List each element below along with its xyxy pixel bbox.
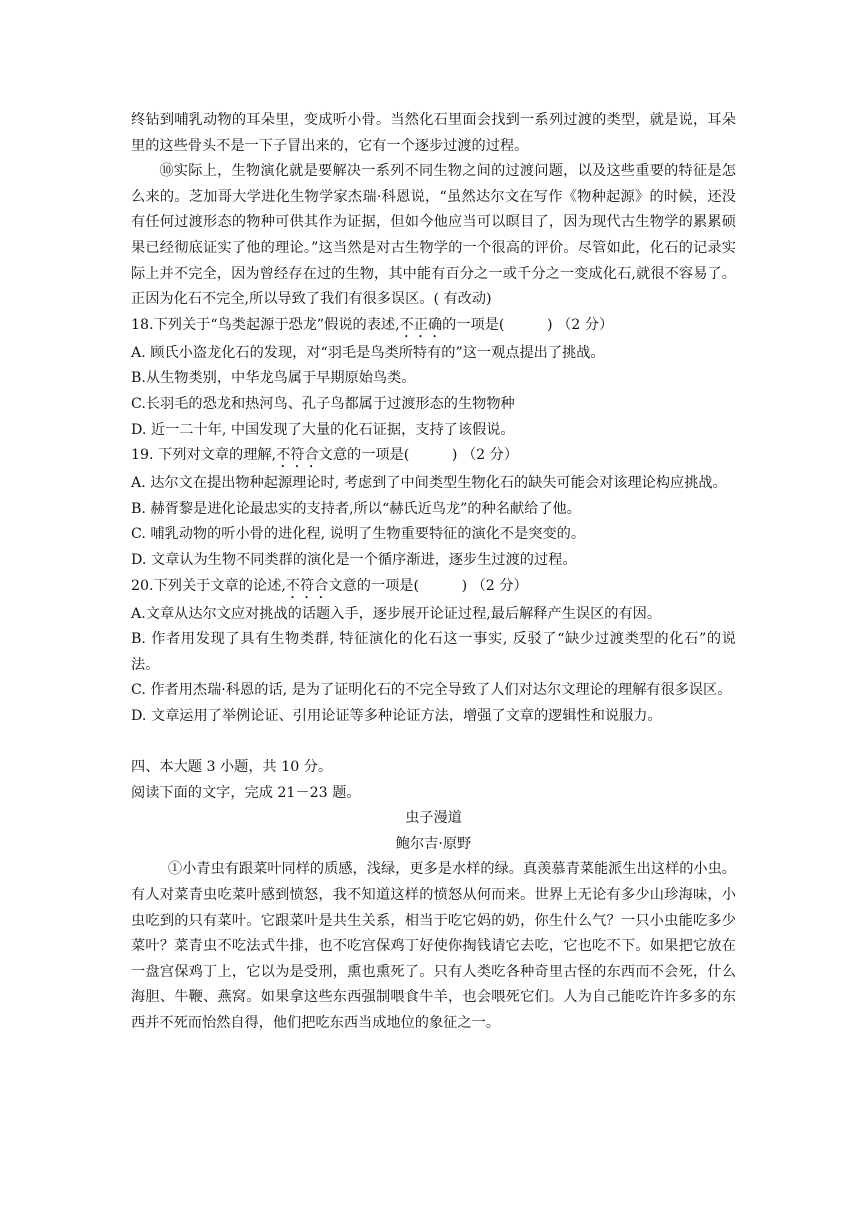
option-c: C. 哺乳动物的听小骨的进化程, 说明了生物重要特征的演化不是突变的。 xyxy=(131,526,586,543)
option-d: D. 文章认为生物不同类群的演化是一个循序渐进，逐步生过渡的过程。 xyxy=(131,551,577,568)
stem-text: 文意的一项是( ) （2 分） xyxy=(328,577,528,594)
option-a: A. 顾氏小盗龙化石的发现，对“羽毛是鸟类所特有的”这一观点提出了挑战。 xyxy=(131,344,605,361)
emphasis-text: 不符合 xyxy=(276,447,319,464)
document-page xyxy=(131,108,736,1037)
section-instruction: 阅读下面的文字，完成 21－23 题。 xyxy=(131,784,361,801)
option-b: B. 作者用发现了具有生物类群, 特征演化的化石这一事实, 反驳了“缺少过渡类型的化石”的说法。 xyxy=(131,631,736,673)
question-20-stem xyxy=(131,574,736,602)
question-18-stem xyxy=(131,313,736,341)
article-author: 鲍尔吉·原野 xyxy=(395,835,472,852)
question-20 xyxy=(131,574,736,730)
section-4 xyxy=(131,755,736,1037)
spacer xyxy=(131,729,736,755)
stem-text: 20.下列关于文章的论述, xyxy=(131,577,286,594)
option-c: C.长羽毛的恐龙和热河鸟、孔子鸟都属于过渡形态的生物物种 xyxy=(131,395,515,412)
passage-paragraph-10: ⑩实际上，生物演化就是要解决一系列不同生物之间的过渡问题，以及这些重要的特征是怎么来的。芝加哥大学进化生物学家杰瑞·科恩说，“虽然达尔文在写作《物种起源》的时候，还没有任何过渡形态的物种可供其作为证据，但如今他应当可以瞑目了，因为现代古生物学的累累硕果已经彻底证实了他的理论。”这当然是对古生物学的一个很高的评价。尽管如此，化石的记录实际上并不完全，因为曾经存在过的生物，其中能有百分之一或千分之一变成化石,就很不容易了。正因为化石不完全,所以导致了我们有很多误区。( 有改动) xyxy=(131,163,737,308)
option-b: B.从生物类别，中华龙鸟属于早期原始鸟类。 xyxy=(131,370,416,387)
emphasis-text: 不符合 xyxy=(285,577,329,594)
stem-text: 的一项是( ) （2 分） xyxy=(442,316,614,333)
section-heading: 四、本大题 3 小题，共 10 分。 xyxy=(131,759,333,776)
article-title: 虫子漫道 xyxy=(405,810,462,827)
option-b: B. 赫胥黎是进化论最忠实的支持者,所以“赫氏近鸟龙”的种名献给了他。 xyxy=(131,500,581,517)
option-d: D. 近一二十年, 中国发现了大量的化石证据，支持了该假说。 xyxy=(131,421,515,438)
question-18 xyxy=(131,313,736,443)
question-19-stem xyxy=(131,443,736,471)
option-d: D. 文章运用了举例论证、引用论证等多种论证方法，增强了文章的逻辑性和说服力。 xyxy=(131,707,662,724)
emphasis-text: 不正确 xyxy=(399,316,443,333)
question-19 xyxy=(131,443,736,573)
stem-text: 19. 下列对文章的理解, xyxy=(131,447,277,464)
option-c: C. 作者用杰瑞·科恩的话, 是为了证明化石的不完全导致了人们对达尔文理论的理解有很多误区。 xyxy=(131,682,732,699)
stem-text: 文意的一项是( ) （2 分） xyxy=(318,447,519,464)
stem-text: 18.下列关于“鸟类起源于恐龙”假说的表述, xyxy=(131,316,400,333)
passage-paragraph: 终钻到哺乳动物的耳朵里，变成听小骨。当然化石里面会找到一系列过渡的类型，就是说，耳朵里的这些骨头不是一下子冒出来的，它有一个逐步过渡的过程。 xyxy=(131,112,736,154)
option-a: A.文章从达尔文应对挑战的话题入手，逐步展开论证过程,最后解释产生误区的有因。 xyxy=(131,605,662,622)
option-a: A. 达尔文在提出物种起源理论时, 考虑到了中间类型生物化石的缺失可能会对该理论构应挑战。 xyxy=(131,475,727,492)
article-paragraph-1: ①小青虫有跟菜叶同样的质感，浅绿，更多是水样的绿。真羡慕青菜能派生出这样的小虫。有人对菜青虫吃菜叶感到愤怒，我不知道这样的愤怒从何而来。世界上无论有多少山珍海味，小虫吃到的只有菜叶。它跟菜叶是共生关系，相当于吃它妈的奶，你生什么气？一只小虫能吃多少菜叶？菜青虫不吃法式牛排，也不吃宫保鸡丁好使你掏钱请它去吃，它也吃不下。如果把它放在一盘宫保鸡丁上，它以为是受刑，熏也熏死了。只有人类吃各种奇里古怪的东西而不会死，什么海胆、牛鞭、燕窝。如果拿这些东西强制喂食牛羊，也会喂死它们。人为自己能吃许许多多的东西并不死而怡然自得，他们把吃东西当成地位的象征之一。 xyxy=(131,861,736,1031)
